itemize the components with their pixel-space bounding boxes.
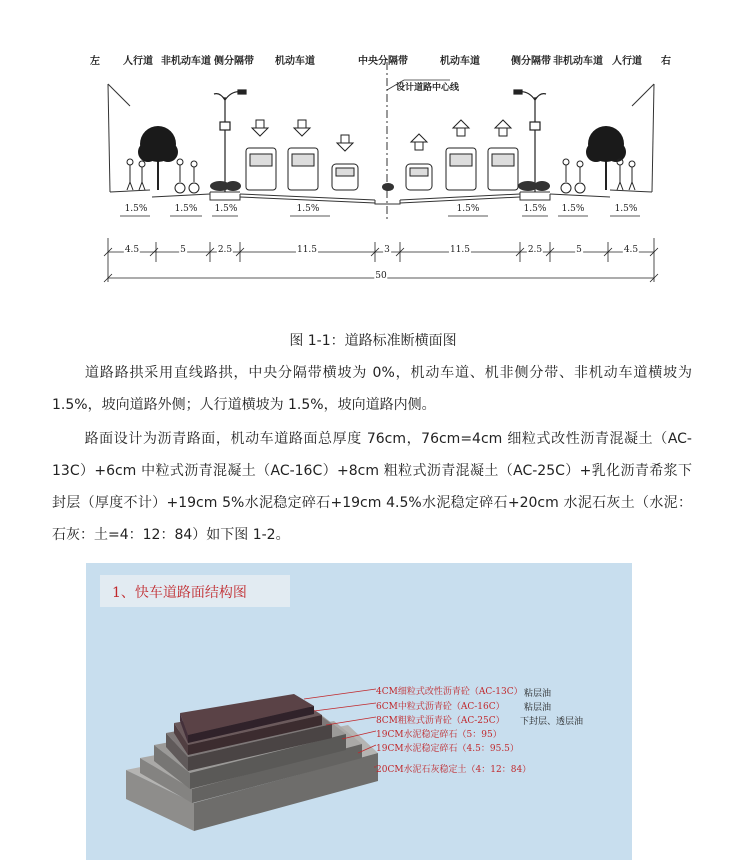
label-sidewalk-right: 人行道 bbox=[612, 56, 642, 67]
label-nonmotor-lane-left: 非机动车道 bbox=[161, 56, 211, 67]
dimension-label: 5 bbox=[180, 245, 186, 255]
layer-label-4: 19CM水泥稳定碎石（5：95） bbox=[376, 730, 502, 740]
dimension-label: 11.5 bbox=[449, 245, 471, 255]
dimension-label: 5 bbox=[576, 245, 582, 255]
layer-label-2: 6CM中粒式沥青砼（AC-16C） bbox=[376, 702, 505, 712]
side-note-seal-prime-coat: 下封层、透层油 bbox=[520, 717, 584, 727]
side-note-tack-coat-1: 粘层油 bbox=[524, 689, 552, 699]
slope-label: 1.5% bbox=[523, 204, 547, 214]
dimension-label: 11.5 bbox=[296, 245, 318, 255]
label-sidewalk-left: 人行道 bbox=[123, 56, 153, 67]
dimension-label: 3 bbox=[384, 245, 390, 255]
tree-left-icon bbox=[138, 126, 178, 190]
label-central-divider: 中央分隔带 bbox=[358, 56, 408, 67]
label-nonmotor-lane-right: 非机动车道 bbox=[553, 56, 603, 67]
slope-label: 1.5% bbox=[561, 204, 585, 214]
total-width-label: 50 bbox=[375, 271, 387, 281]
slope-label: 1.5% bbox=[214, 204, 238, 214]
dimension-label: 4.5 bbox=[623, 245, 639, 255]
traffic-direction-arrows bbox=[252, 120, 511, 151]
layer-label-1: 4CM细粒式改性沥青砼（AC-13C） bbox=[376, 687, 523, 697]
pedestrian-icons bbox=[127, 159, 635, 190]
label-left-side: 左 bbox=[90, 56, 100, 67]
dimension-label: 4.5 bbox=[124, 245, 140, 255]
slope-label: 1.5% bbox=[296, 204, 320, 214]
paragraph-road-camber bbox=[52, 357, 692, 421]
label-right-side: 右 bbox=[661, 56, 671, 67]
side-note-tack-coat-2: 粘层油 bbox=[524, 703, 552, 713]
paragraph-pavement-design bbox=[52, 423, 692, 551]
pavement-structure-figure bbox=[86, 563, 632, 860]
slope-label: 1.5% bbox=[456, 204, 480, 214]
figure-2-title: 1、快车道路面结构图 bbox=[112, 585, 247, 601]
road-cross-section-figure bbox=[70, 42, 680, 292]
cross-section-drawing bbox=[70, 42, 680, 292]
dimension-label: 2.5 bbox=[217, 245, 233, 255]
slope-label: 1.5% bbox=[124, 204, 148, 214]
slope-label: 1.5% bbox=[614, 204, 638, 214]
paragraph-pavement-design-text: 路面设计为沥青路面，机动车道路面总厚度 76cm，76cm=4cm 细粒式改性沥青混凝土（AC-13C）+6cm 中粒式沥青混凝土（AC-16C）+8cm 粗粒式沥青混凝土（AC-25C）+乳化沥青希浆下封层（厚度不计）+19cm 5%水泥稳定碎石+19cm 4.5%水泥稳定碎石+20cm 水泥石灰土（水泥：石灰：土=4：12：84）如下图 1-2。 bbox=[52, 431, 692, 543]
label-motor-lane-right: 机动车道 bbox=[440, 56, 480, 67]
layer-label-5: 19CM水泥稳定碎石（4.5：95.5） bbox=[376, 744, 519, 754]
label-motor-lane-left: 机动车道 bbox=[275, 56, 315, 67]
layer-label-3: 8CM粗粒式沥青砼（AC-25C） bbox=[376, 716, 505, 726]
vehicle-icons bbox=[246, 148, 518, 190]
layer-label-6: 20CM水泥石灰稳定土（4：12：84） bbox=[376, 765, 532, 775]
label-side-divider-right: 侧分隔带 bbox=[511, 56, 551, 67]
label-side-divider-left: 侧分隔带 bbox=[214, 56, 254, 67]
centerline-note: 设计道路中心线 bbox=[396, 83, 460, 93]
slope-label: 1.5% bbox=[174, 204, 198, 214]
dimension-label: 2.5 bbox=[527, 245, 543, 255]
figure-1-caption: 图 1-1：道路标准断横面图 bbox=[289, 333, 457, 349]
paragraph-road-camber-text: 道路路拱采用直线路拱，中央分隔带横坡为 0%，机动车道、机非侧分带、非机动车道横坡为 1.5%，坡向道路外侧；人行道横坡为 1.5%，坡向道路内侧。 bbox=[52, 365, 692, 413]
